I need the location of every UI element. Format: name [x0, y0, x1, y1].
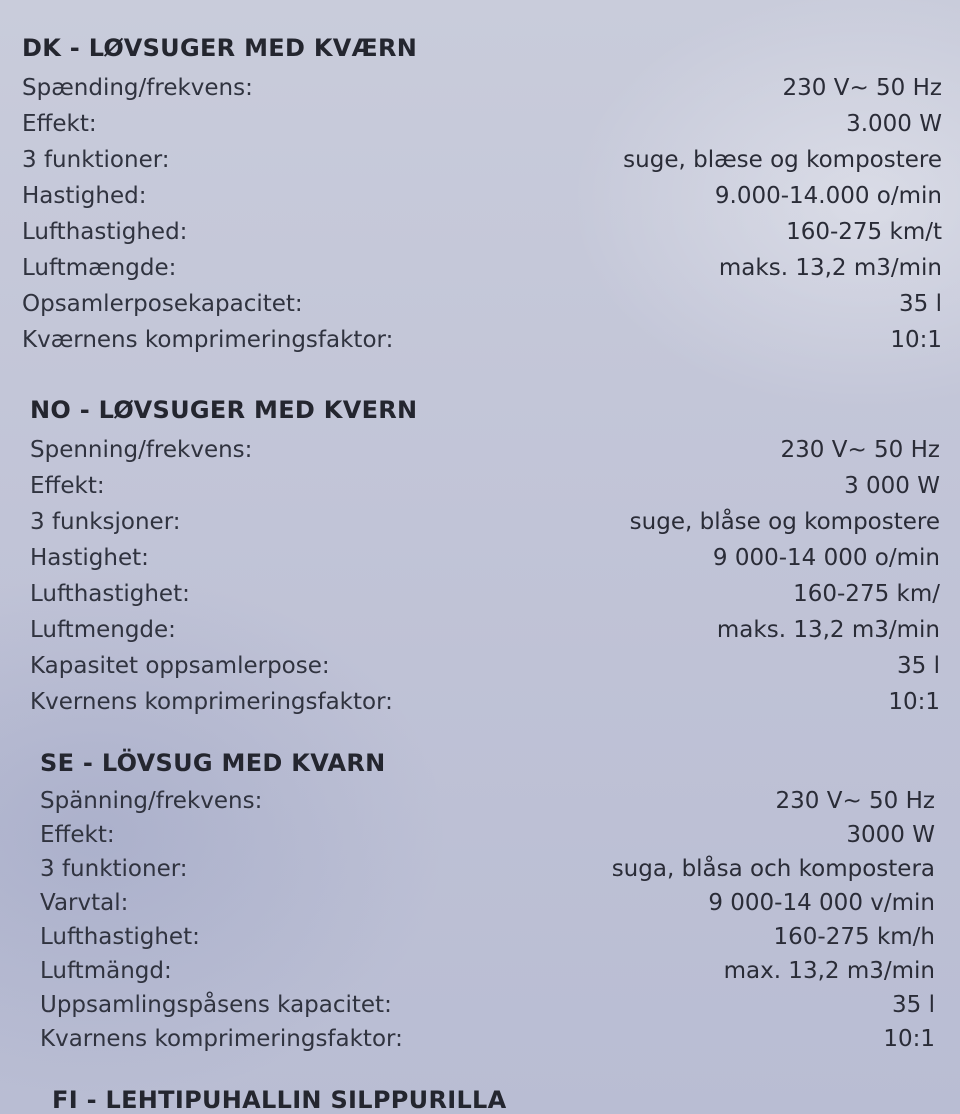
- spec-label: Varvtal:: [40, 890, 129, 916]
- spec-value: 10:1: [883, 1026, 935, 1052]
- spec-row: [30, 648, 940, 684]
- spec-value: 160-275 km/: [793, 581, 940, 607]
- spec-value: 160-275 km/t: [786, 219, 942, 245]
- spec-label: Lufthastighed:: [22, 219, 188, 245]
- spec-value: 230 V~ 50 Hz: [782, 75, 942, 101]
- section-title-fi: FI - LEHTIPUHALLIN SILPPURILLA: [52, 1086, 507, 1114]
- spec-row: [40, 987, 935, 1023]
- spec-label: Kvarnens komprimeringsfaktor:: [40, 1026, 403, 1052]
- spec-value: 10:1: [888, 689, 940, 715]
- spec-value: 160-275 km/h: [773, 924, 935, 950]
- spec-row: [22, 322, 942, 358]
- spec-label: Opsamlerposekapacitet:: [22, 291, 303, 317]
- section-title-se: SE - LÖVSUG MED KVARN: [40, 749, 386, 777]
- spec-row: [40, 919, 935, 955]
- spec-value: 35 l: [899, 291, 942, 317]
- spec-row: [30, 612, 940, 648]
- spec-value: 9.000-14.000 o/min: [714, 183, 942, 209]
- spec-row: [40, 953, 935, 989]
- spec-row: [30, 432, 940, 468]
- spec-row: [22, 250, 942, 286]
- spec-label: 3 funksjoner:: [30, 509, 181, 535]
- spec-value: 35 l: [897, 653, 940, 679]
- spec-label: Luftmængde:: [22, 255, 177, 281]
- spec-value: 230 V~ 50 Hz: [775, 788, 935, 814]
- spec-row: [22, 178, 942, 214]
- spec-row: [30, 576, 940, 612]
- spec-label: Spænding/frekvens:: [22, 75, 253, 101]
- section-title-dk: DK - LØVSUGER MED KVÆRN: [22, 34, 418, 62]
- spec-value: maks. 13,2 m3/min: [718, 255, 942, 281]
- spec-row: [30, 504, 940, 540]
- spec-label: Effekt:: [40, 822, 115, 848]
- spec-value: suge, blæse og kompostere: [623, 147, 942, 173]
- spec-value: 9 000-14 000 v/min: [708, 890, 935, 916]
- spec-value: 3000 W: [846, 822, 935, 848]
- spec-value: 9 000-14 000 o/min: [712, 545, 940, 571]
- spec-row: [22, 142, 942, 178]
- spec-row: [22, 70, 942, 106]
- spec-label: 3 funktioner:: [22, 147, 170, 173]
- section-title-no: NO - LØVSUGER MED KVERN: [30, 396, 418, 424]
- spec-label: Luftmengde:: [30, 617, 176, 643]
- spec-label: Spänning/frekvens:: [40, 788, 263, 814]
- spec-label: Luftmängd:: [40, 958, 172, 984]
- spec-row: [30, 684, 940, 720]
- spec-value: suga, blåsa och kompostera: [611, 856, 935, 882]
- spec-row: [22, 214, 942, 250]
- spec-row: [40, 851, 935, 887]
- spec-row: [22, 106, 942, 142]
- spec-row: [40, 1021, 935, 1057]
- spec-label: Kvernens komprimeringsfaktor:: [30, 689, 393, 715]
- spec-value: max. 13,2 m3/min: [723, 958, 935, 984]
- spec-row: [40, 817, 935, 853]
- spec-value: suge, blåse og kompostere: [629, 509, 940, 535]
- spec-label: Lufthastighet:: [30, 581, 190, 607]
- spec-label: Kværnens komprimeringsfaktor:: [22, 327, 394, 353]
- spec-row: [22, 286, 942, 322]
- spec-label: Spenning/frekvens:: [30, 437, 253, 463]
- spec-label: Uppsamlingspåsens kapacitet:: [40, 992, 392, 1018]
- spec-row: [40, 783, 935, 819]
- spec-value: 3 000 W: [844, 473, 940, 499]
- spec-label: Hastighet:: [30, 545, 149, 571]
- spec-value: 230 V~ 50 Hz: [780, 437, 940, 463]
- spec-label: Effekt:: [30, 473, 105, 499]
- spec-label: Effekt:: [22, 111, 97, 137]
- spec-row: [30, 540, 940, 576]
- spec-label: Hastighed:: [22, 183, 147, 209]
- spec-row: [30, 468, 940, 504]
- spec-row: [40, 885, 935, 921]
- spec-value: maks. 13,2 m3/min: [716, 617, 940, 643]
- spec-label: 3 funktioner:: [40, 856, 188, 882]
- spec-label: Lufthastighet:: [40, 924, 200, 950]
- spec-value: 3.000 W: [846, 111, 942, 137]
- spec-value: 35 l: [892, 992, 935, 1018]
- spec-label: Kapasitet oppsamlerpose:: [30, 653, 330, 679]
- spec-value: 10:1: [890, 327, 942, 353]
